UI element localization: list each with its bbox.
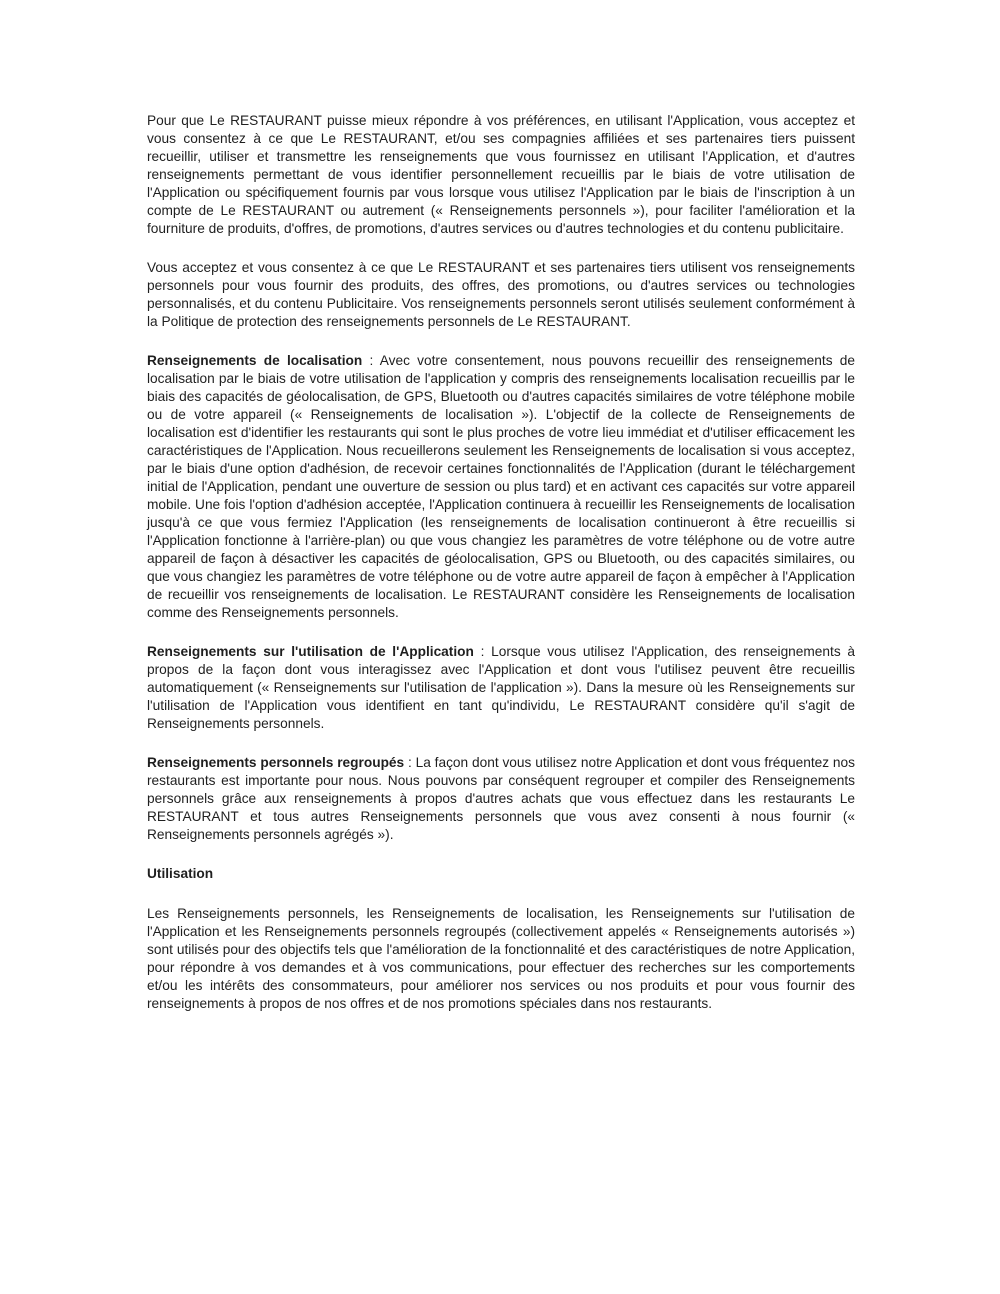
paragraph-partners-usage-consent: Vous acceptez et vous consentez à ce que Le RESTAURANT et ses partenaires tiers utilisent vos renseignements personnels pour vous fournir des produits, des offres, des promotions, ou d'autres services ou technologies personnalisés, et du contenu Publicitaire. Vos renseignements personnels seront utilisés seulement conformément à la Politique de protection des renseignements personnels de Le RESTAURANT. xyxy=(147,260,855,329)
paragraph-app-usage-information-lead: Renseignements sur l'utilisation de l'Application xyxy=(147,644,474,659)
paragraph-usage-purposes: Les Renseignements personnels, les Renseignements de localisation, les Renseignements sur l'utilisation de l'Application et les Renseignements personnels regroupés (collectivement appelés « Renseignements autorisés ») sont utilisés pour des objectifs tels que l'amélioration de la fonctionnalité et des caractéristiques de notre Application, pour répondre à vos demandes et à vos communications, pour effectuer des recherches sur les comportements et/ou les intérêts des consommateurs, pour améliorer nos services ou nos produits et pour vous fournir des renseignements à propos de nos offres et de nos promotions spéciales dans nos restaurants. xyxy=(147,906,855,1011)
paragraph-aggregated-information-lead: Renseignements personnels regroupés xyxy=(147,755,405,770)
paragraph-preferences-consent: Pour que Le RESTAURANT puisse mieux répondre à vos préférences, en utilisant l'Application, vous acceptez et vous consentez à ce que Le RESTAURANT, et/ou ses compagnies affiliées et ses partenaires tiers puissent recueillir, utiliser et transmettre les renseignements que vous fournissez en utilisant l'Application, et d'autres renseignements permettant de vous identifier personnellement recueillis par le biais de votre utilisation de l'Application ou spécifiquement fournis par vous lorsque vous utilisez l'Application par le biais de l'inscription à un compte de Le RESTAURANT ou autrement (« Renseignements personnels »), pour faciliter l'amélioration et la fourniture de produits, d'offres, de promotions, d'autres services ou d'autres technologies et du contenu publicitaire. xyxy=(147,113,855,236)
document-page xyxy=(147,112,855,1034)
paragraph-location-information-lead: Renseignements de localisation xyxy=(147,353,363,368)
paragraph-app-usage-information-text: : Lorsque vous utilisez l'Application, des renseignements à propos de la façon dont vous interagissez avec l'Application et dont vous l'utilisez peuvent être recueillis automatiquement (« Renseignements sur l'utilisation de l'application »). Dans la mesure où les Renseignements sur l'utilisation de l'Application vous identifient en tant qu'individu, Le RESTAURANT considère qu'il s'agit de Renseignements personnels. xyxy=(147,644,855,731)
section-heading-utilisation: Utilisation xyxy=(147,866,214,881)
paragraph-location-information-text: : Avec votre consentement, nous pouvons recueillir des renseignements de localisation par le biais de votre utilisation de l'application y compris des renseignements localisation recueillis par le biais des capacités de géolocalisation, de GPS, Bluetooth ou d'autres capacités similaires de votre téléphone mobile ou de votre appareil (« Renseignements de localisation »). L'objectif de la collecte de Renseignements de localisation est d'identifier les restaurants qui sont le plus proches de votre lieu immédiat et d'utiliser efficacement les caractéristiques de l'Application. Nous recueillerons seulement les Renseignements de localisation si vous acceptez, par le biais d'une option d'adhésion, de recevoir certaines fonctionnalités de l'Application (durant le téléchargement initial de l'Application, pendant une ouverture de session ou plus tard) et en activant ces capacités sur votre appareil mobile. Une fois l'option d'adhésion acceptée, l'Application continuera à recueillir les Renseignements de localisation jusqu'à ce que vous fermiez l'Application (les renseignements de localisation continueront à être recueillis si l'Application fonctionne à l'arrière-plan) ou que vous changiez les paramètres de votre téléphone ou de votre autre appareil de façon à désactiver les capacités de géolocalisation, GPS ou Bluetooth, ou des capacités similaires, ou que vous changiez les paramètres de votre téléphone ou de votre autre appareil de façon à empêcher à l'Application de recueillir vos renseignements de localisation. Le RESTAURANT considère les Renseignements de localisation comme des Renseignements personnels. xyxy=(147,353,856,620)
paragraph-app-usage-information xyxy=(147,643,855,733)
paragraph-location-information xyxy=(147,352,855,622)
paragraph-aggregated-information xyxy=(147,754,855,844)
paragraph-aggregated-information-text: : La façon dont vous utilisez notre Application et dont vous fréquentez nos restaurants est importante pour nous. Nous pouvons par conséquent regrouper et compiler des Renseignements personnels grâce aux renseignements à propos d'autres achats que vous effectuez dans les restaurants Le RESTAURANT et tous autres Renseignements personnels que vous avez consenti à nous fournir (« Renseignements personnels agrégés »). xyxy=(147,755,855,842)
